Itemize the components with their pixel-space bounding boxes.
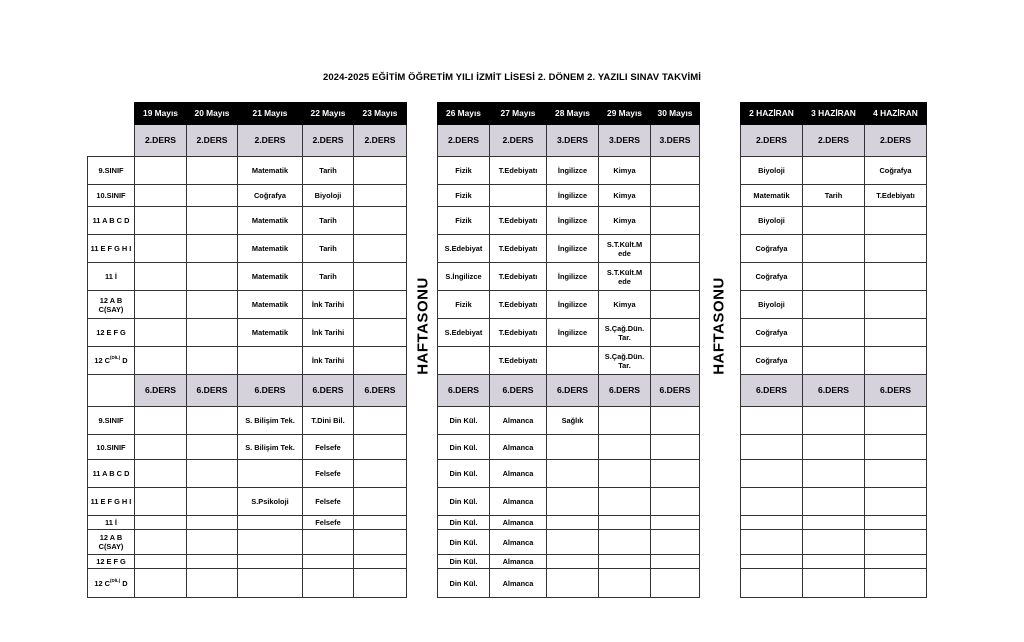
exam-cell: T.Edebiyatı (490, 207, 547, 235)
period-header: 2.DERS (741, 125, 803, 157)
exam-cell (303, 555, 354, 569)
exam-cell (741, 488, 803, 516)
exam-cell (741, 435, 803, 460)
exam-cell (187, 435, 238, 460)
exam-cell (651, 319, 700, 347)
exam-cell: Almanca (490, 460, 547, 488)
exam-cell (865, 530, 927, 555)
class-label-top-4: 11 E F G H I (88, 235, 135, 263)
exam-cell (865, 319, 927, 347)
exam-cell: Fizik (438, 185, 490, 207)
exam-cell (803, 207, 865, 235)
exam-cell (803, 407, 865, 435)
period-header: 2.DERS (865, 125, 927, 157)
exam-cell: Almanca (490, 488, 547, 516)
exam-cell (135, 460, 187, 488)
exam-cell: İnk Tarihi (303, 347, 354, 375)
exam-cell: Almanca (490, 569, 547, 598)
period-header: 6.DERS (135, 375, 187, 407)
period-header: 6.DERS (303, 375, 354, 407)
exam-cell: Almanca (490, 407, 547, 435)
exam-cell (599, 516, 651, 530)
period-header: 6.DERS (599, 375, 651, 407)
exam-cell: Din Kül. (438, 407, 490, 435)
exam-cell: T.Edebiyatı (490, 319, 547, 347)
exam-cell (803, 569, 865, 598)
exam-cell: Matematik (238, 207, 303, 235)
exam-cell (651, 347, 700, 375)
exam-cell: Fizik (438, 157, 490, 185)
exam-cell: Fizik (438, 291, 490, 319)
exam-cell (135, 569, 187, 598)
exam-cell (547, 460, 599, 488)
exam-cell: Tarih (303, 235, 354, 263)
exam-cell (238, 347, 303, 375)
class-label-bottom-7: 12 E F G (88, 555, 135, 569)
period-header: 2.DERS (187, 125, 238, 157)
date-header: 21 Mayıs (238, 103, 303, 125)
class-label-suffix: D (120, 356, 128, 365)
exam-cell (547, 530, 599, 555)
schedule-table-week-3 (740, 102, 927, 598)
exam-cell (651, 185, 700, 207)
exam-cell: S.T.Kült.M ede (599, 235, 651, 263)
period-header: 2.DERS (438, 125, 490, 157)
exam-cell (187, 157, 238, 185)
exam-cell: İnk Tarihi (303, 291, 354, 319)
exam-cell (803, 530, 865, 555)
exam-cell (741, 407, 803, 435)
exam-cell (135, 435, 187, 460)
exam-cell (865, 347, 927, 375)
class-label-bottom-1: 9.SINIF (88, 407, 135, 435)
exam-cell: Sağlık (547, 407, 599, 435)
exam-cell (187, 460, 238, 488)
class-label-top-5: 11 İ (88, 263, 135, 291)
period-header: 6.DERS (238, 375, 303, 407)
exam-cell: İngilizce (547, 263, 599, 291)
exam-cell (865, 488, 927, 516)
exam-cell (651, 207, 700, 235)
exam-cell (354, 291, 407, 319)
exam-cell: İngilizce (547, 185, 599, 207)
class-label-top-7: 12 E F G (88, 319, 135, 347)
date-header: 2 HAZİRAN (741, 103, 803, 125)
schedule-table-week-1 (87, 102, 407, 598)
exam-cell (490, 185, 547, 207)
exam-cell: T.Edebiyatı (490, 291, 547, 319)
exam-cell: Coğrafya (741, 263, 803, 291)
exam-cell: T.Edebiyatı (490, 263, 547, 291)
exam-cell (135, 207, 187, 235)
exam-cell: T.Edebiyatı (865, 185, 927, 207)
exam-cell (135, 319, 187, 347)
exam-cell (865, 235, 927, 263)
exam-cell: Almanca (490, 435, 547, 460)
exam-cell (354, 569, 407, 598)
exam-cell: S.T.Kült.M ede (599, 263, 651, 291)
exam-cell: Coğrafya (741, 347, 803, 375)
exam-cell (741, 516, 803, 530)
exam-cell: Kimya (599, 207, 651, 235)
exam-cell (803, 157, 865, 185)
period-corner (88, 125, 135, 157)
exam-cell (651, 157, 700, 185)
exam-cell: Din Kül. (438, 555, 490, 569)
exam-cell (135, 555, 187, 569)
exam-cell (741, 460, 803, 488)
exam-cell: S.Psikoloji (238, 488, 303, 516)
period-header: 2.DERS (303, 125, 354, 157)
exam-cell (803, 319, 865, 347)
exam-cell (187, 319, 238, 347)
exam-cell (354, 460, 407, 488)
exam-cell (599, 530, 651, 555)
exam-cell (547, 569, 599, 598)
date-header: 20 Mayıs (187, 103, 238, 125)
exam-cell: Felsefe (303, 516, 354, 530)
exam-cell (651, 263, 700, 291)
exam-cell (547, 435, 599, 460)
exam-cell (135, 263, 187, 291)
exam-cell: Almanca (490, 530, 547, 555)
exam-cell: Din Kül. (438, 435, 490, 460)
exam-cell (547, 488, 599, 516)
exam-cell (135, 516, 187, 530)
date-header: 27 Mayıs (490, 103, 547, 125)
exam-cell (135, 185, 187, 207)
exam-cell (303, 569, 354, 598)
exam-cell (865, 291, 927, 319)
exam-cell (547, 347, 599, 375)
class-label-superscript: (DİL) (109, 355, 121, 360)
exam-cell (865, 516, 927, 530)
exam-cell (354, 235, 407, 263)
exam-cell (741, 569, 803, 598)
exam-cell (187, 235, 238, 263)
exam-cell (741, 530, 803, 555)
exam-cell (354, 516, 407, 530)
exam-cell: İngilizce (547, 235, 599, 263)
exam-cell: T.Edebiyatı (490, 347, 547, 375)
exam-cell: Biyoloji (303, 185, 354, 207)
period-header: 6.DERS (865, 375, 927, 407)
exam-cell: Felsefe (303, 460, 354, 488)
class-label-bottom-2: 10.SINIF (88, 435, 135, 460)
period-row-label (88, 375, 135, 407)
class-label-bottom-5: 11 İ (88, 516, 135, 530)
exam-cell: Kimya (599, 291, 651, 319)
exam-cell (803, 555, 865, 569)
weekend-label-1: HAFTASONU (414, 277, 432, 375)
class-label-top-6: 12 A B C(SAY) (88, 291, 135, 319)
exam-cell: Fizik (438, 207, 490, 235)
exam-cell (354, 435, 407, 460)
exam-cell: S. Bilişim Tek. (238, 407, 303, 435)
exam-cell: Felsefe (303, 488, 354, 516)
exam-cell: S.Çağ.Dün. Tar. (599, 319, 651, 347)
class-label-text: 12 C (94, 578, 110, 588)
exam-cell (547, 555, 599, 569)
schedule-table-week-2 (437, 102, 700, 598)
exam-cell: Tarih (303, 157, 354, 185)
exam-cell (865, 555, 927, 569)
exam-cell (651, 435, 700, 460)
exam-cell (354, 555, 407, 569)
class-label-bottom-4: 11 E F G H I (88, 488, 135, 516)
exam-cell: Biyoloji (741, 207, 803, 235)
period-header: 3.DERS (599, 125, 651, 157)
exam-cell (135, 235, 187, 263)
exam-cell: Almanca (490, 555, 547, 569)
exam-cell: Din Kül. (438, 516, 490, 530)
period-header: 6.DERS (651, 375, 700, 407)
exam-cell: İngilizce (547, 157, 599, 185)
exam-cell (238, 555, 303, 569)
exam-cell: Coğrafya (865, 157, 927, 185)
date-header: 28 Mayıs (547, 103, 599, 125)
exam-cell (354, 185, 407, 207)
period-header: 6.DERS (354, 375, 407, 407)
exam-cell: Tarih (303, 263, 354, 291)
exam-cell (187, 263, 238, 291)
exam-cell (135, 407, 187, 435)
period-header: 6.DERS (187, 375, 238, 407)
class-label-bottom-6: 12 A B C(SAY) (88, 530, 135, 555)
period-header: 6.DERS (803, 375, 865, 407)
exam-cell (354, 488, 407, 516)
exam-cell (865, 435, 927, 460)
exam-cell (651, 555, 700, 569)
exam-cell (599, 435, 651, 460)
class-label-bottom-3: 11 A B C D (88, 460, 135, 488)
exam-cell (187, 291, 238, 319)
exam-cell: Tarih (303, 207, 354, 235)
exam-cell: Din Kül. (438, 460, 490, 488)
exam-cell: Felsefe (303, 435, 354, 460)
exam-cell: Biyoloji (741, 291, 803, 319)
exam-cell (651, 488, 700, 516)
exam-cell (741, 555, 803, 569)
exam-cell (135, 157, 187, 185)
exam-cell (354, 207, 407, 235)
exam-cell (803, 488, 865, 516)
class-label-text: 12 C (94, 356, 110, 365)
exam-cell: T.Dini Bil. (303, 407, 354, 435)
period-header: 6.DERS (741, 375, 803, 407)
page-title: 2024-2025 EĞİTİM ÖĞRETİM YILI İZMİT LİSESİ 2. DÖNEM 2. YAZILI SINAV TAKVİMİ (322, 72, 702, 83)
exam-cell (187, 207, 238, 235)
exam-cell (187, 488, 238, 516)
exam-cell: S.Çağ.Dün. Tar. (599, 347, 651, 375)
date-header: 3 HAZİRAN (803, 103, 865, 125)
exam-cell: Matematik (238, 319, 303, 347)
class-label-top-8 (88, 347, 135, 375)
period-header: 2.DERS (490, 125, 547, 157)
date-header: 26 Mayıs (438, 103, 490, 125)
period-header: 2.DERS (135, 125, 187, 157)
exam-cell (238, 460, 303, 488)
exam-cell: Kimya (599, 157, 651, 185)
exam-cell (135, 347, 187, 375)
date-header: 4 HAZİRAN (865, 103, 927, 125)
exam-cell (865, 407, 927, 435)
exam-cell (803, 235, 865, 263)
exam-cell: S.İngilizce (438, 263, 490, 291)
exam-cell: T.Edebiyatı (490, 235, 547, 263)
exam-cell (187, 347, 238, 375)
exam-cell (803, 347, 865, 375)
exam-cell: İngilizce (547, 319, 599, 347)
exam-cell (135, 488, 187, 516)
exam-cell: Matematik (238, 291, 303, 319)
exam-cell (187, 569, 238, 598)
date-header: 23 Mayıs (354, 103, 407, 125)
period-header: 6.DERS (547, 375, 599, 407)
exam-cell: Coğrafya (238, 185, 303, 207)
exam-cell (803, 435, 865, 460)
exam-cell: S. Bilişim Tek. (238, 435, 303, 460)
exam-cell: İngilizce (547, 291, 599, 319)
exam-cell (651, 235, 700, 263)
class-label-top-1: 9.SINIF (88, 157, 135, 185)
class-label-superscript: (DİL) (109, 577, 121, 583)
exam-cell: Matematik (238, 157, 303, 185)
weekend-label-2: HAFTASONU (710, 277, 728, 375)
header-corner (88, 103, 135, 125)
exam-cell (238, 569, 303, 598)
exam-cell (187, 185, 238, 207)
period-header: 2.DERS (238, 125, 303, 157)
exam-cell (187, 530, 238, 555)
exam-cell (135, 291, 187, 319)
class-label-top-2: 10.SINIF (88, 185, 135, 207)
exam-cell (238, 530, 303, 555)
exam-cell (354, 319, 407, 347)
exam-cell: Matematik (238, 263, 303, 291)
exam-cell: İngilizce (547, 207, 599, 235)
exam-cell (438, 347, 490, 375)
period-header: 3.DERS (651, 125, 700, 157)
period-header: 6.DERS (490, 375, 547, 407)
exam-cell (865, 207, 927, 235)
exam-cell (651, 407, 700, 435)
exam-cell: Coğrafya (741, 235, 803, 263)
exam-cell (354, 347, 407, 375)
exam-cell (303, 530, 354, 555)
date-header: 22 Mayıs (303, 103, 354, 125)
exam-cell (599, 460, 651, 488)
exam-cell (651, 530, 700, 555)
exam-cell (599, 555, 651, 569)
exam-cell: T.Edebiyatı (490, 157, 547, 185)
exam-cell (803, 516, 865, 530)
exam-cell: Almanca (490, 516, 547, 530)
exam-cell (651, 460, 700, 488)
exam-cell (803, 291, 865, 319)
exam-cell (599, 407, 651, 435)
exam-cell: Biyoloji (741, 157, 803, 185)
period-header: 6.DERS (438, 375, 490, 407)
exam-cell (135, 530, 187, 555)
class-label-suffix: D (120, 578, 128, 588)
exam-cell (238, 516, 303, 530)
exam-cell (651, 291, 700, 319)
class-label-top-3: 11 A B C D (88, 207, 135, 235)
exam-cell (865, 569, 927, 598)
exam-cell: Kimya (599, 185, 651, 207)
exam-cell (547, 516, 599, 530)
date-header: 29 Mayıs (599, 103, 651, 125)
exam-cell (865, 263, 927, 291)
exam-cell: Matematik (741, 185, 803, 207)
exam-cell: Tarih (803, 185, 865, 207)
exam-cell (865, 460, 927, 488)
exam-cell: Din Kül. (438, 530, 490, 555)
class-label-bottom-8 (88, 569, 135, 598)
exam-cell: Din Kül. (438, 488, 490, 516)
exam-cell: Coğrafya (741, 319, 803, 347)
period-header: 2.DERS (354, 125, 407, 157)
exam-cell (354, 263, 407, 291)
exam-cell (187, 555, 238, 569)
date-header: 19 Mayıs (135, 103, 187, 125)
exam-cell (354, 157, 407, 185)
exam-cell (599, 488, 651, 516)
exam-cell (803, 263, 865, 291)
period-header: 2.DERS (803, 125, 865, 157)
exam-cell (651, 569, 700, 598)
exam-cell: Din Kül. (438, 569, 490, 598)
exam-cell (803, 460, 865, 488)
date-header: 30 Mayıs (651, 103, 700, 125)
exam-cell (599, 569, 651, 598)
exam-cell: İnk Tarihi (303, 319, 354, 347)
exam-cell: S.Edebiyat (438, 319, 490, 347)
exam-cell: S.Edebiyat (438, 235, 490, 263)
period-header: 3.DERS (547, 125, 599, 157)
exam-cell (187, 516, 238, 530)
exam-cell (354, 407, 407, 435)
exam-cell (651, 516, 700, 530)
exam-cell: Matematik (238, 235, 303, 263)
exam-cell (354, 530, 407, 555)
exam-cell (187, 407, 238, 435)
